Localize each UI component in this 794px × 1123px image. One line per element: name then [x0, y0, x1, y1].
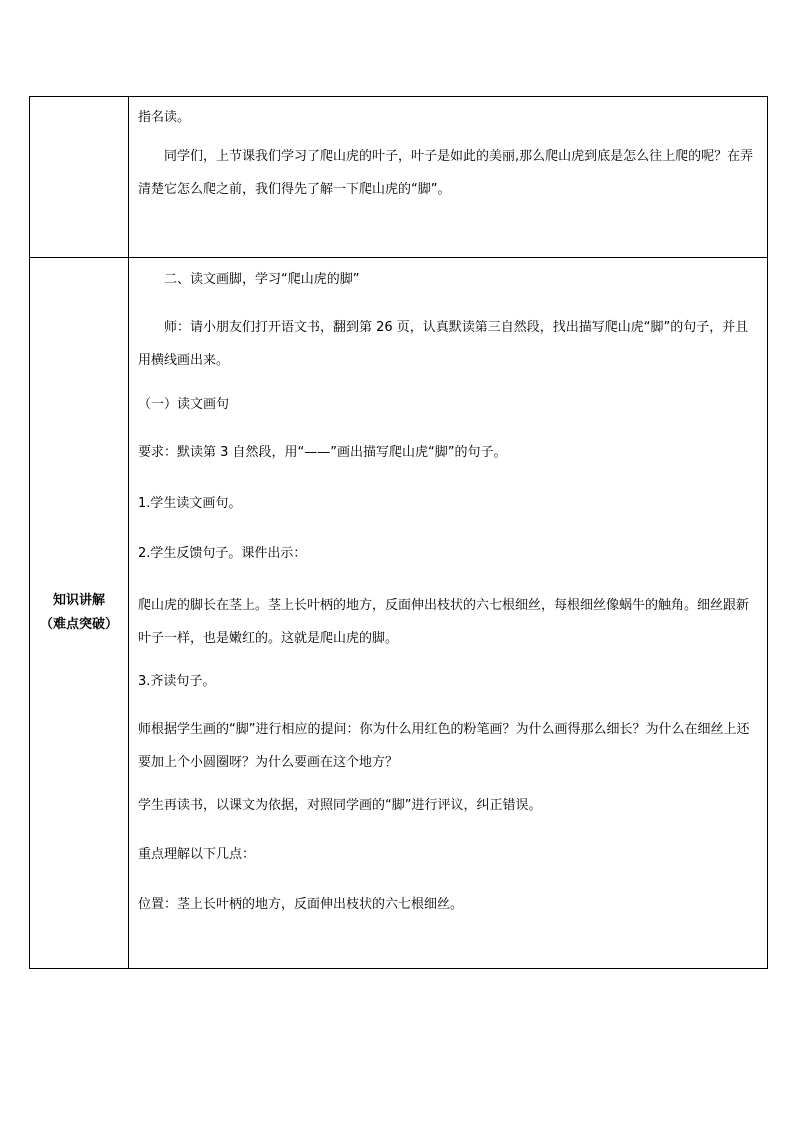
- paragraph: 要求：默读第 3 自然段，用“——”画出描写爬山虎“脚”的句子。: [138, 445, 507, 460]
- paragraph: 位置：茎上长叶柄的地方，反面伸出枝状的六七根细丝。: [138, 897, 464, 912]
- table-row: [30, 258, 768, 969]
- quoted-sentence: 爬山虎的脚长在茎上。茎上长叶柄的地方，反面伸出枝状的六七根细丝，每根细丝像蜗牛的触角。细丝跟新叶子一样，也是嫩红的。这就是爬山虎的脚。: [138, 598, 750, 646]
- table-row: [30, 97, 768, 258]
- paragraph: 指名读。: [138, 110, 191, 125]
- list-item: 2.学生反馈句子。课件出示：: [138, 546, 307, 561]
- row-label-cell: [30, 97, 129, 258]
- paragraph: 师：请小朋友们打开语文书，翻到第 26 页，认真默读第三自然段，找出描写爬山虎“脚”的句子，并且用横线画出来。: [138, 320, 749, 368]
- list-item: 3.齐读句子。: [138, 674, 216, 689]
- paragraph: 重点理解以下几点：: [138, 847, 256, 862]
- section-sublabel: （难点突破）: [39, 617, 118, 632]
- list-item: 1.学生读文画句。: [138, 496, 242, 511]
- row-content-cell: [129, 97, 768, 258]
- section-label: 知识讲解: [52, 593, 105, 608]
- paragraph: 同学们，上节课我们学习了爬山虎的叶子，叶子是如此的美丽,那么爬山虎到底是怎么往上爬的呢？在弄清楚它怎么爬之前，我们得先了解一下爬山虎的“脚”。: [138, 149, 754, 197]
- lesson-plan-table: [29, 96, 768, 969]
- subsection-heading: （一）读文画句: [138, 397, 230, 412]
- paragraph: 学生再读书，以课文为依据，对照同学画的“脚”进行评议，纠正错误。: [138, 798, 542, 813]
- row-label-cell: [30, 258, 129, 969]
- section-heading: 二、读文画脚，学习“爬山虎的脚”: [164, 272, 360, 287]
- row-content-cell: [129, 258, 768, 969]
- paragraph: 师根据学生画的“脚”进行相应的提问：你为什么用红色的粉笔画？为什么画得那么细长？为什么在细丝上还要加上个小圆圈呀？为什么要画在这个地方？: [138, 722, 750, 770]
